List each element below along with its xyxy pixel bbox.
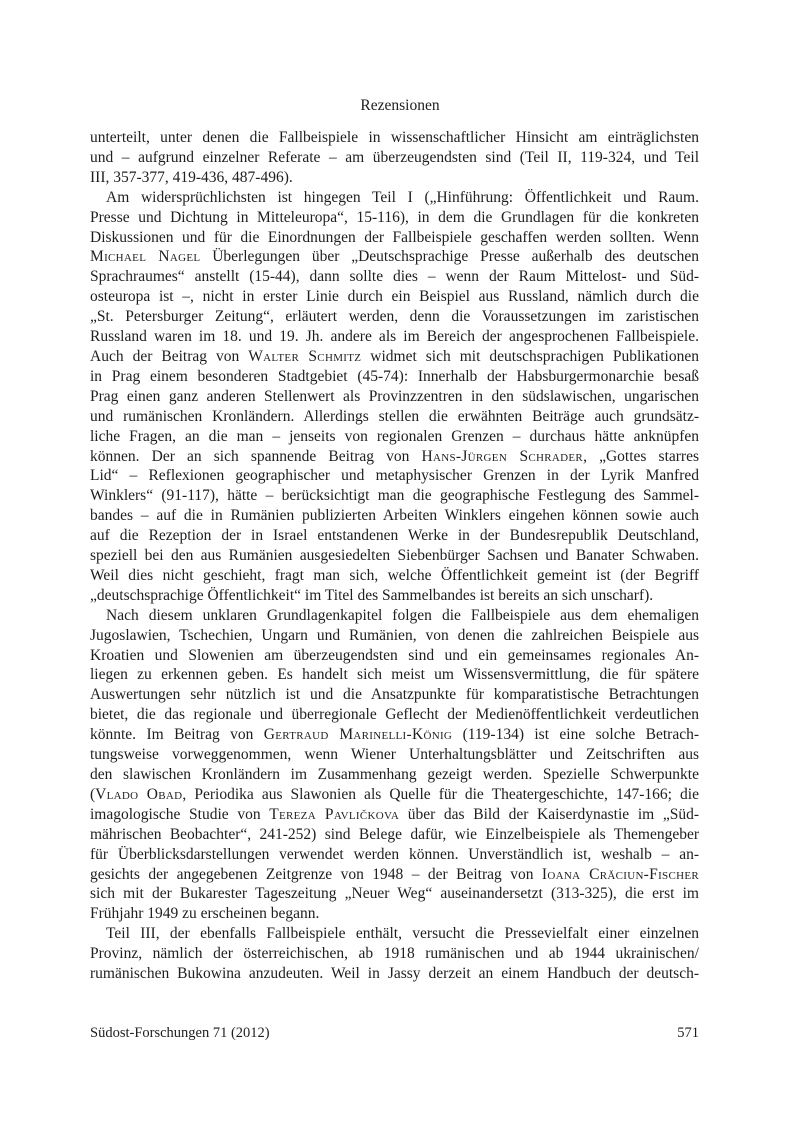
text-line: Frühjahr 1949 zu erscheinen begann. bbox=[90, 905, 320, 923]
text-line: Nach diesem unklaren Grundlagenkapitel folgen die Fallbeispiele aus dem ehemaligen bbox=[106, 606, 699, 624]
text-line: Sprachraumes“ anstellt (15-44), dann sollte dies – wenn der Raum Mittelost- und Süd- bbox=[90, 268, 699, 286]
text-line: Jugoslawien, Tschechien, Ungarn und Rumänien, von denen die zahlreichen Beispiele aus bbox=[90, 626, 699, 644]
text-line: sich mit der Bukarester Tageszeitung „Neuer Weg“ auseinandersetzt (313-325), die erst im bbox=[90, 885, 699, 903]
text-line: Presse und Dichtung in Mitteleuropa“, 15-116), in dem die Grundlagen für die konkreten bbox=[90, 208, 699, 226]
text-line: für Überblicksdarstellungen verwendet werden können. Unverständlich ist, weshalb – an- bbox=[90, 845, 699, 863]
text-line: unterteilt, unter denen die Fallbeispiele in wissenschaftlicher Hinsicht am einträglichsten bbox=[90, 129, 699, 146]
paragraph bbox=[90, 924, 699, 984]
text-line: könnte. Im Beitrag von Gertraud Marinelli-König (119-134) ist eine solche Betrach- bbox=[90, 726, 699, 744]
text-line: können. Der an sich spannende Beitrag von Hans-Jürgen Schrader, „Gottes starres bbox=[90, 447, 699, 465]
text-line: Teil III, der ebenfalls Fallbeispiele enthält, versucht die Pressevielfalt einer einzelnen bbox=[106, 925, 699, 943]
text-line: Auswertungen sehr nützlich ist und die Ansatzpunkte für komparatistische Betrachtungen bbox=[90, 686, 699, 704]
text-line: imagologische Studie von Tereza Pavličkova über das Bild der Kaiserdynastie im „Süd- bbox=[90, 805, 699, 823]
text-line: in Prag einem besonderen Stadtgebiet (45-74): Innerhalb der Habsburgermonarchie besaß bbox=[90, 367, 699, 385]
text-line: Michael Nagel Überlegungen über „Deutschsprachige Presse außerhalb des deutschen bbox=[90, 248, 699, 266]
text-line: Auch der Beitrag von Walter Schmitz widmet sich mit deutschsprachigen Publikationen bbox=[90, 347, 699, 365]
paragraph bbox=[90, 128, 699, 188]
text-line: Lid“ – Reflexionen geographischer und metaphysischer Grenzen in der Lyrik Manfred bbox=[90, 467, 699, 485]
text-line: osteuropa ist –, nicht in erster Linie durch ein Beispiel aus Russland, nämlich durch die bbox=[90, 288, 699, 306]
text-line: Kroatien und Slowenien am überzeugendsten sind und ein gemeinsames regionales An- bbox=[90, 646, 699, 664]
text-line: und – aufgrund einzelner Referate – am überzeugendsten sind (Teil II, 119-324, und Teil bbox=[90, 148, 699, 166]
text-line: Diskussionen und für die Einordnungen der Fallbeispiele geschaffen werden sollten. Wenn bbox=[90, 228, 699, 246]
paragraph bbox=[90, 606, 699, 925]
journal-citation: Südost-Forschungen 71 (2012) bbox=[90, 1025, 270, 1041]
text-line: Weil dies nicht geschieht, fragt man sich, welche Öffentlichkeit gemeint ist (der Begriff bbox=[90, 566, 699, 584]
text-line: liche Fragen, an die man – jenseits von regionalen Grenzen – durchaus hätte anknüpfen bbox=[90, 427, 699, 445]
text-line: III, 357-377, 419-436, 487-496). bbox=[90, 168, 293, 186]
text-line: „deutschsprachige Öffentlichkeit“ im Titel des Sammelbandes ist bereits an sich unscharf). bbox=[90, 586, 654, 604]
text-line: bandes – auf die in Rumänien publizierten Arbeiten Winklers eingehen können sowie auch bbox=[90, 507, 699, 525]
text-line: tungsweise vorweggenommen, wenn Wiener Unterhaltungsblätter und Zeitschriften aus bbox=[90, 746, 699, 764]
text-line: bietet, die das regionale und überregionale Geflecht der Medienöffentlichkeit verdeutlichen bbox=[90, 706, 699, 724]
running-header bbox=[0, 97, 800, 115]
text-line: Prag einen ganz anderen Stellenwert als Provinzzentren in den südslawischen, ungarischen bbox=[90, 387, 699, 405]
text-line: rumänischen Bukowina anzudeuten. Weil in Jassy derzeit an einem Handbuch der deutsch- bbox=[90, 965, 699, 983]
review-body-text bbox=[90, 128, 699, 984]
text-line: den slawischen Kronländern im Zusammenhang gezeigt werden. Spezielle Schwerpunkte bbox=[90, 766, 699, 783]
text-line: Am widersprüchlichsten ist hingegen Teil I („Hinführung: Öffentlichkeit und Raum. bbox=[106, 188, 699, 206]
paragraph bbox=[90, 188, 699, 606]
text-line: Russland waren im 18. und 19. Jh. andere als im Bereich der angesprochenen Fallbeispiele. bbox=[90, 328, 699, 346]
text-line: Provinz, nämlich der österreichischen, ab 1918 rumänischen und ab 1944 ukrainischen/ bbox=[90, 945, 699, 963]
text-line: speziell bei den aus Rumänien ausgesiedelten Siebenbürger Sachsen und Banater Schwaben. bbox=[90, 547, 699, 565]
text-line: gesichts der angegebenen Zeitgrenze von 1948 – der Beitrag von Ioana Crăciun-Fischer bbox=[90, 865, 699, 883]
text-line: Winklers“ (91-117), hätte – berücksichtigt man die geographische Festlegung des Sammel- bbox=[90, 487, 699, 505]
running-title: Rezensionen bbox=[360, 97, 440, 114]
text-line: liegen zu erkennen geben. Es handelt sich meist um Wissensvermittlung, die für spätere bbox=[90, 666, 699, 684]
text-line: „St. Petersburger Zeitung“, erläutert werden, denn die Voraussetzungen im zaristischen bbox=[90, 308, 699, 326]
text-line: auf die Rezeption der in Israel entstandenen Werke in der Bundesrepublik Deutschland, bbox=[90, 527, 699, 545]
text-line: (Vlado Obad, Periodika aus Slawonien als Quelle für die Theatergeschichte, 147-166; die bbox=[90, 785, 699, 803]
text-line: mährischen Beobachter“, 241-252) sind Belege dafür, wie Einzelbeispiele als Themengeber bbox=[90, 825, 699, 843]
text-line: und rumänischen Kronländern. Allerdings stellen die erwähnten Beiträge auch grundsätz- bbox=[90, 407, 699, 425]
page-number: 571 bbox=[677, 1025, 699, 1041]
